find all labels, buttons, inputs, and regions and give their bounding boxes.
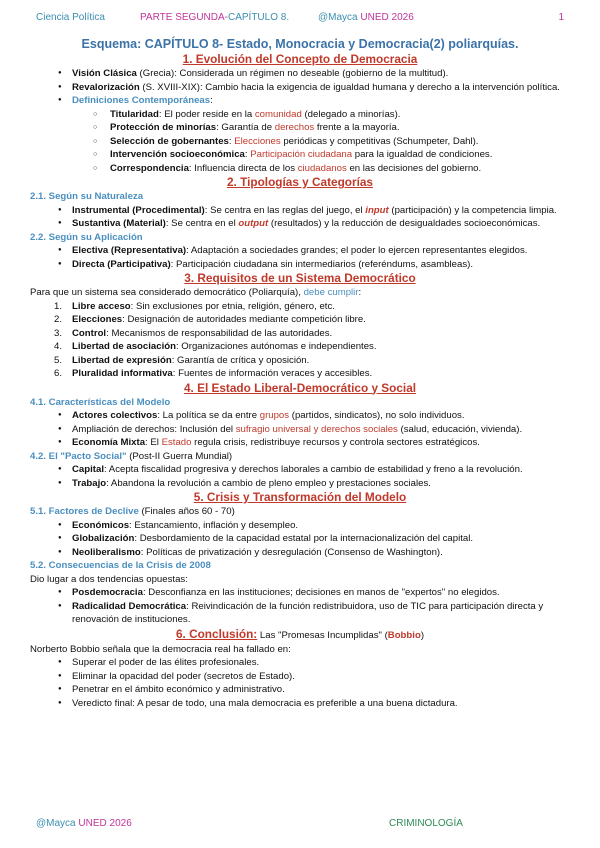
list-item: ● Visión Clásica (Grecia): Considerada un régimen no deseable (gobierno de la multitud). [30,67,570,81]
list-item: ● Globalización: Desbordamiento de la capacidad estatal por la internacionalización del capital. [30,532,570,546]
list-item: ● Penetrar en el ámbito económico y administrativo. [30,683,570,697]
subsection-5-2: 5.2. Consecuencias de la Crisis de 2008 [30,560,211,571]
section-2-heading: 2. Tipologías y Categorías [227,175,373,189]
list-item: ● Eliminar la opacidad del poder (secretos de Estado). [30,670,570,684]
list-item: ● Instrumental (Procedimental): Se centra en las reglas del juego, el input (participación) y la competencia limpia. [30,204,570,218]
list-item: 2. Elecciones: Designación de autoridades mediante competición libre. [54,314,366,325]
section-4-1-list [30,409,570,450]
sub-list-item: ○ Titularidad: El poder reside en la comunidad (delegado a minorías). [30,108,570,122]
section-5-heading: 5. Crisis y Transformación del Modelo [193,490,407,504]
list-item: ● Capital: Acepta fiscalidad progresiva y derechos laborales a cambio de estabilidad y freno a la revolución. [30,463,570,477]
list-item: ● Posdemocracia: Desconfianza en las instituciones; decisiones en manos de "expertos" no elegidos. [30,586,570,600]
subsection-4-1: 4.1. Características del Modelo [30,396,171,408]
list-item: ● Definiciones Contemporáneas: [30,94,570,108]
subject-label: Ciencia Política [36,12,105,23]
list-item: 1. Libre acceso: Sin exclusiones por etnia, religión, género, etc. [54,300,335,312]
page-header [36,12,564,26]
list-item: ● Superar el poder de las élites profesionales. [30,656,570,670]
list-item: ● Economía Mixta: El Estado regula crisis, redistribuye recursos y controla sectores estratégicos. [30,436,570,450]
section-6-heading: 6. Conclusión: Las "Promesas Incumplidas" (Bobbio) [175,626,425,641]
list-item: ● Veredicto final: A pesar de todo, una mala democracia es preferible a una buena dictadura. [30,697,570,711]
section-6-list [30,656,570,710]
list-item: ● Electiva (Representativa): Adaptación a sociedades grandes; el poder lo ejercen representantes elegidos. [30,244,570,258]
page-number: 1 [558,12,564,23]
list-item: 3. Control: Mecanismos de responsabilidad de las autoridades. [54,327,333,339]
section-3-heading: 3. Requisitos de un Sistema Democrático [184,271,416,285]
list-item: 4. Libertad de asociación: Organizaciones autónomas e independientes. [54,341,377,352]
document-body [30,36,570,710]
sub-list-item: ○ Intervención socioeconómica: Participación ciudadana para la igualdad de condiciones. [30,148,570,162]
section-4-2-list [30,463,570,490]
section-5-2-intro: Dio lugar a dos tendencias opuestas: [30,573,188,585]
requirements-list [30,300,570,381]
header-author: @Mayca UNED 2026 [318,12,414,23]
list-item: ● Sustantiva (Material): Se centra en el output (resultados) y la reducción de desigualdades socioeconómicas. [30,217,570,231]
section-2-1-list [30,204,570,231]
footer-subject: CRIMINOLOGÍA [389,818,463,829]
footer-author: @Mayca UNED 2026 [36,818,132,829]
section-5-1-list [30,519,570,560]
part-label: PARTE SEGUNDA-CAPÍTULO 8. [140,12,290,23]
list-item: ● Actores colectivos: La política se da entre grupos (partidos, sindicatos), no solo individuos. [30,409,570,423]
subsection-5-1: 5.1. Factores de Declive (Finales años 60 - 70) [30,506,235,517]
sub-list-item: ○ Selección de gobernantes: Elecciones periódicas y competitivas (Schumpeter, Dahl). [30,135,570,149]
page-title: Esquema: CAPÍTULO 8- Estado, Monocracia y Democracia(2) poliarquías. [81,37,519,51]
list-item: ● Neoliberalismo: Políticas de privatización y desregulación (Consenso de Washington). [30,546,570,560]
section-5-2-list [30,586,570,627]
list-item: 6. Pluralidad informativa: Fuentes de información veraces y accesibles. [54,368,373,379]
section-3-intro: Para que un sistema sea considerado democrático (Poliarquía), debe cumplir: [30,287,362,298]
section-2-2-list [30,244,570,271]
list-item: ● Revalorización (S. XVIII-XIX): Cambio hacia la exigencia de igualdad humana y derecho a la intervención política. [30,81,570,95]
list-item: ● Económicos: Estancamiento, inflación y desempleo. [30,519,570,533]
page-footer [36,818,564,832]
subsection-2-2: 2.2. Según su Aplicación [30,231,143,243]
section-1-heading: 1. Evolución del Concepto de Democracia [182,52,418,66]
section-6-intro: Norberto Bobbio señala que la democracia real ha fallado en: [30,643,291,655]
sub-list-item: ○ Correspondencia: Influencia directa de los ciudadanos en las decisiones del gobierno. [30,162,570,176]
section-1-list [30,67,570,175]
list-item: ● Radicalidad Democrática: Reivindicación de la función redistribuidora, uso de TIC para participación directa y renovación de instituciones. [30,600,570,627]
subsection-4-2: 4.2. El "Pacto Social" (Post-II Guerra Mundial) [30,450,233,462]
list-item: 5. Libertad de expresión: Garantía de crítica y oposición. [54,354,310,366]
sub-list-item: ○ Protección de minorías: Garantía de derechos frente a la mayoría. [30,121,570,135]
list-item: ● Ampliación de derechos: Inclusión del sufragio universal y derechos sociales (salud, educación, vivienda). [30,423,570,437]
section-4-heading: 4. El Estado Liberal-Democrático y Social [183,380,417,395]
list-item: ● Trabajo: Abandona la revolución a cambio de pleno empleo y prestaciones sociales. [30,477,570,491]
subsection-2-1: 2.1. Según su Naturaleza [30,191,144,202]
list-item: ● Directa (Participativa): Participación ciudadana sin intermediarios (referéndums, asambleas). [30,258,570,272]
